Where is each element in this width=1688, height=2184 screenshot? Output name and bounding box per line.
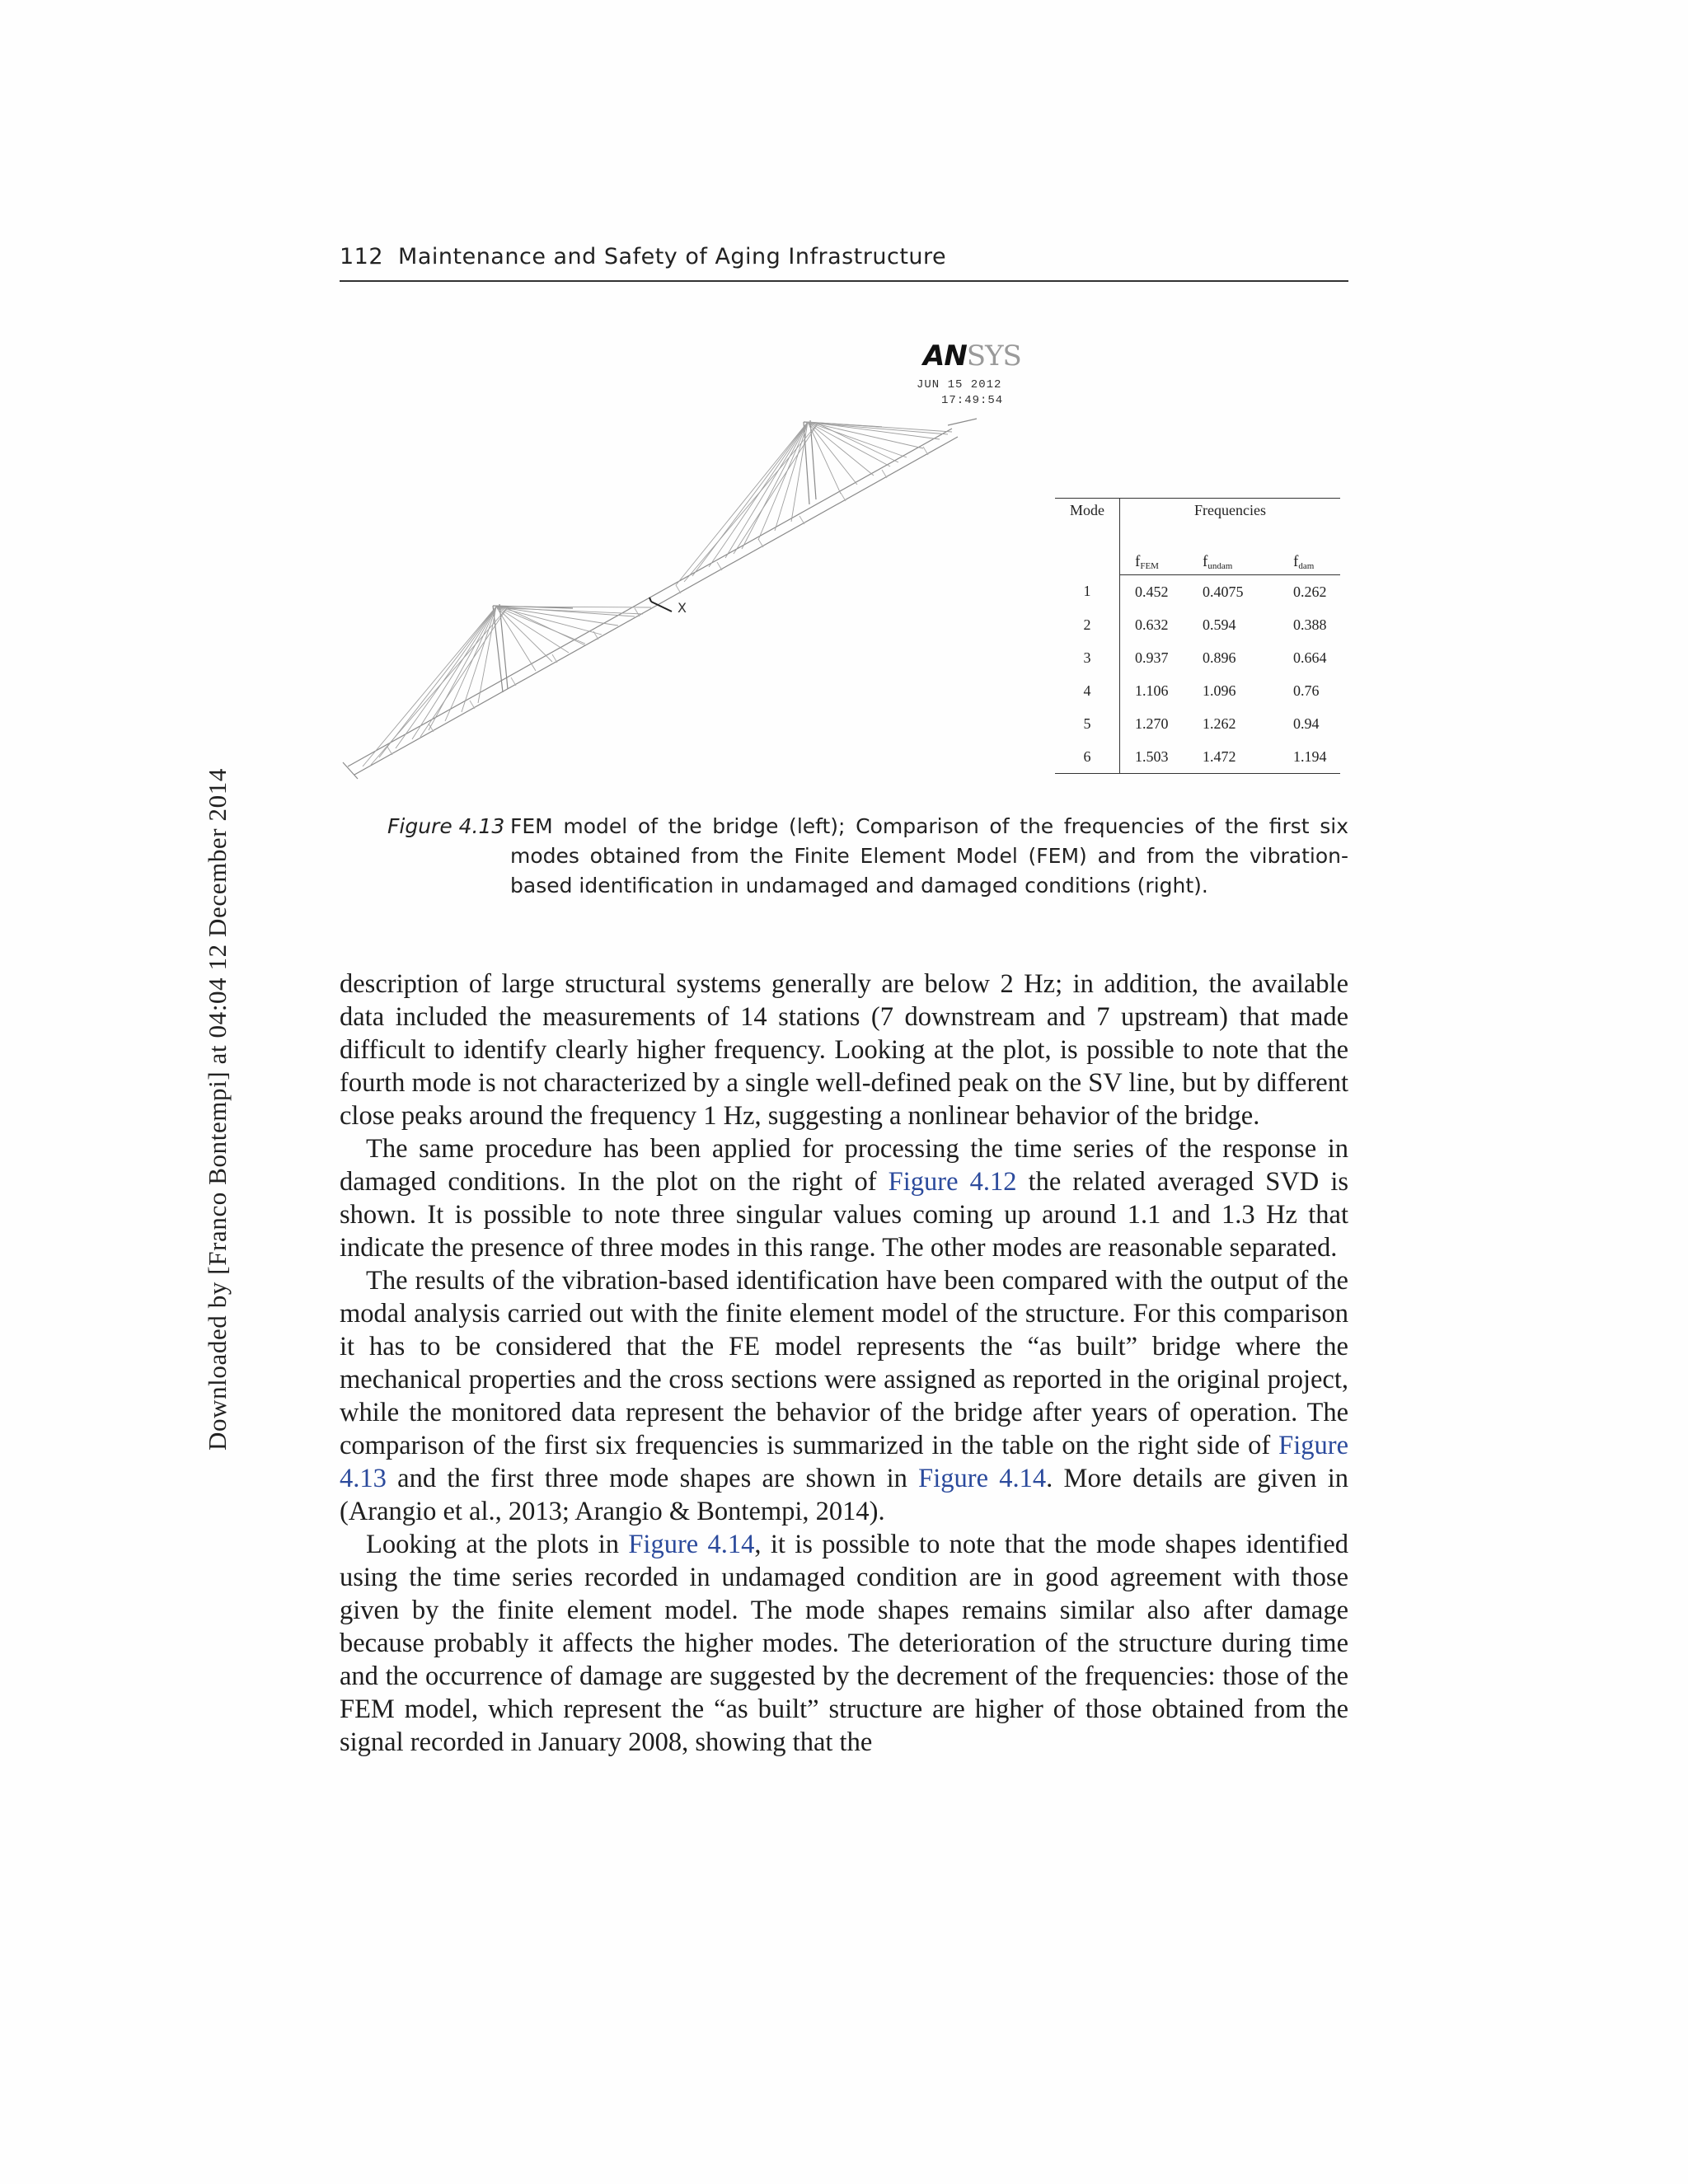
page-number: 112	[340, 244, 384, 269]
cell-undam: 1.262	[1203, 715, 1236, 732]
cell-fem: 1.503	[1120, 740, 1197, 774]
caption-text: FEM model of the bridge (left); Comparison of the frequencies of the first six modes obtained from the Finite Element Model (FEM) and from the vibration-based identification in undamaged and damaged conditions (right).	[510, 814, 1348, 898]
col-header-dam: fdam	[1285, 538, 1340, 575]
paragraph: The same procedure has been applied for processing the time series of the response in damaged conditions. In the plot on the right of Figure 4.12 the related averaged SVD is shown. It is possible to note three singular values coming up around 1.1 and 1.3 Hz that indicate the presence of three modes in this range. The other modes are reasonable separated.	[340, 1134, 1349, 1263]
figure-label: Figure 4.13	[387, 814, 505, 838]
cell-dam: 0.388	[1293, 616, 1327, 633]
cell-mode: 6	[1055, 740, 1120, 774]
table-row	[1055, 674, 1340, 707]
axis-x-label: X	[678, 600, 687, 616]
paragraph: Looking at the plots in Figure 4.14, it is possible to note that the mode shapes identified using the time series recorded in undamaged condition are in good agreement with those given by the finite element model. The mode shapes remains similar also after damage because probably it affects the higher modes. The deterioration of the structure during time and the occurrence of damage are suggested by the decrement of the frequencies: those of the FEM model, which represent the “as built” structure are higher of those obtained from the signal recorded in January 2008, showing that the	[340, 1530, 1348, 1757]
cell-dam: 0.94	[1293, 715, 1320, 732]
cell-fem: 0.452	[1135, 583, 1169, 600]
ansys-logo-an: AN	[923, 340, 967, 373]
time-stamp: 17:49:54	[941, 394, 1004, 407]
table-header-row	[1055, 499, 1340, 539]
table-row	[1055, 641, 1340, 674]
cell-mode: 1	[1055, 575, 1120, 609]
cell-dam: 0.76	[1293, 682, 1320, 699]
cell-fem: 0.632	[1135, 616, 1169, 633]
download-notice: Downloaded by [Franco Bontempi] at 04:04 12 December 2014	[203, 768, 232, 1451]
frequencies-header: Frequencies	[1120, 499, 1341, 539]
cell-undam: 1.096	[1203, 682, 1236, 699]
ansys-logo-sys: SYS	[966, 340, 1021, 373]
cell-fem: 1.270	[1135, 715, 1169, 732]
table-row	[1055, 608, 1340, 641]
cell-mode: 5	[1055, 707, 1120, 740]
header-rule	[340, 280, 1348, 282]
cell-mode: 2	[1055, 608, 1120, 641]
running-head	[340, 244, 1348, 269]
cell-dam: 0.664	[1293, 649, 1327, 666]
paragraph: description of large structural systems generally are below 2 Hz; in addition, the available data included the measurements of 14 stations (7 downstream and 7 upstream) that made difficult to identify clearly higher frequency. Looking at the plot, is possible to note that the fourth mode is not characterized by a single well-defined peak on the SV line, but by different close peaks around the frequency 1 Hz, suggesting a nonlinear behavior of the bridge.	[340, 969, 1348, 1131]
body-text	[340, 968, 1348, 1759]
paragraph: The results of the vibration-based identification have been compared with the output of the modal analysis carried out with the finite element model of the structure. For this comparison it has to be considered that the FE model represents the “as built” bridge where the mechanical properties and the cross sections were assigned as reported in the original project, while the monitored data represent the behavior of the bridge after years of operation. The comparison of the first six frequencies is summarized in the table on the right side of Figure 4.13 and the first three mode shapes are shown in Figure 4.14. More details are given in (Arangio et al., 2013; Arangio & Bontempi, 2014).	[340, 1266, 1349, 1526]
ansys-logo	[923, 340, 1021, 373]
book-title: Maintenance and Safety of Aging Infrastructure	[398, 244, 947, 269]
cell-dam: 0.262	[1293, 583, 1327, 600]
cell-undam: 0.896	[1203, 649, 1236, 666]
figure-link[interactable]: Figure 4.13	[340, 1431, 1348, 1493]
mode-header: Mode	[1055, 499, 1120, 575]
cell-undam: 0.594	[1203, 616, 1236, 633]
cell-fem: 1.106	[1135, 682, 1169, 699]
cell-undam: 1.472	[1196, 740, 1285, 774]
figure-link[interactable]: Figure 4.14	[628, 1530, 755, 1559]
cell-mode: 3	[1055, 641, 1120, 674]
cell-fem: 0.937	[1135, 649, 1169, 666]
figure-caption	[387, 812, 1348, 901]
frequency-table	[1055, 498, 1340, 774]
table-row	[1055, 575, 1340, 609]
cell-dam: 1.194	[1285, 740, 1340, 774]
fem-bridge-model	[338, 330, 1047, 791]
col-header-fem: fFEM	[1120, 538, 1197, 575]
cell-mode: 4	[1055, 674, 1120, 707]
date-stamp: JUN 15 2012	[917, 378, 1002, 391]
figure-link[interactable]: Figure 4.14	[918, 1464, 1047, 1493]
cell-undam: 0.4075	[1203, 583, 1244, 600]
figure-link[interactable]: Figure 4.12	[888, 1167, 1017, 1197]
col-header-undam: fundam	[1196, 538, 1285, 575]
table-row	[1055, 740, 1340, 774]
table-row	[1055, 707, 1340, 740]
